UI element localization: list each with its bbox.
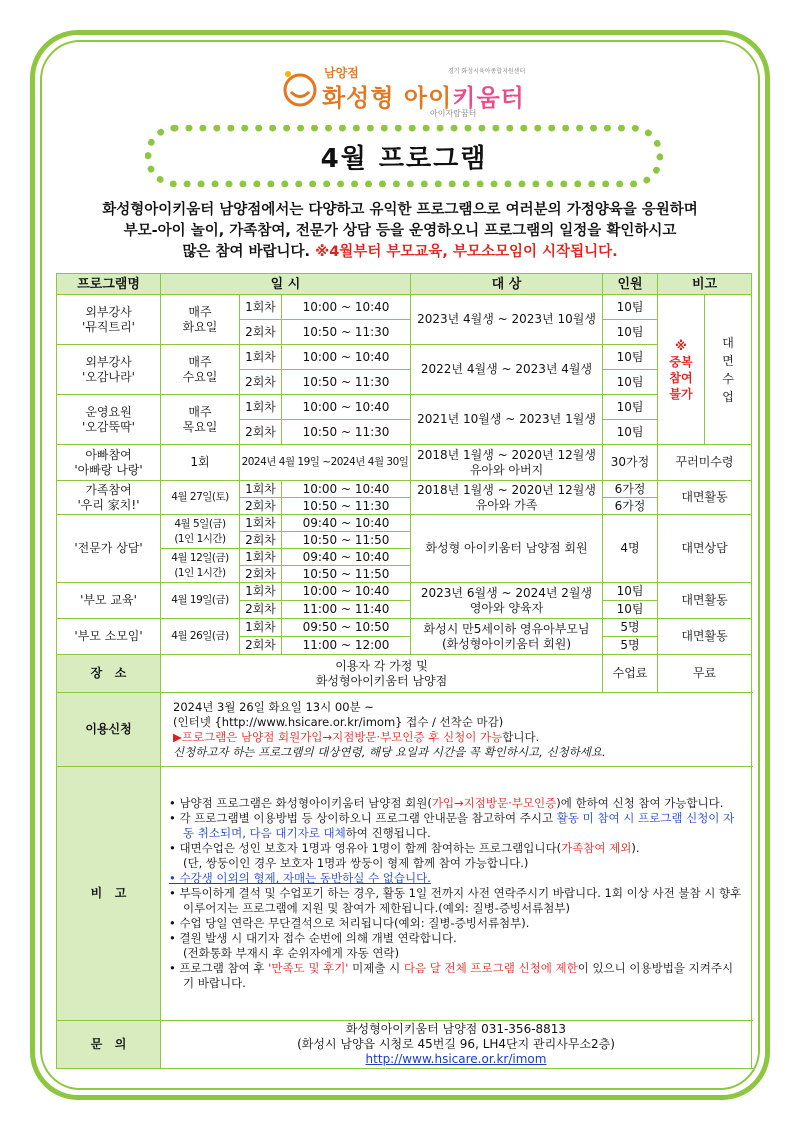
program-name-line: 아빠참여 [85,447,132,462]
program-day: 4월 19일(금) [161,583,240,619]
note-highlight: 가입→지점방문·부모인증 [431,796,557,810]
program-note: 꾸러미수령 [658,445,752,481]
program-name-line: '오감뚝딱' [82,419,135,434]
apply-method: (인터넷 {http://www.hsicare.or.kr/imom} 접수 / 선착순 마감) [173,714,504,729]
session-time: 10:50 ~ 11:30 [282,370,411,395]
apply-label: 이용신청 [57,693,161,767]
note-text: • 각 프로그램별 이용방법 등 상이하오니 프로그램 안내문을 참고하여 주시고 [169,811,557,825]
note-item [169,961,743,991]
note-item: • 수업 당일 연락은 무단결석으로 처리됩니다(예외: 질병-증빙서류첨부). [169,916,530,930]
note-item: • 결원 발생 시 대기자 접수 순번에 의해 개별 연락합니다. [169,931,457,945]
note-text: • 남양점 프로그램은 화성형아이키움터 남양점 회원( [169,796,432,810]
contact-row [57,1021,752,1069]
target-line: 유아와 아버지 [469,462,544,477]
program-note: 대면활동 [658,619,752,655]
table-row [57,345,752,370]
note-text: (전화통화 부재시 후 순위자에게 자동 연락) [183,946,400,960]
program-day-line: 4월 5일(금) [174,517,226,530]
notes-row [57,767,752,1021]
org-name: 경기 화성시육아종합지원센터 [448,68,526,75]
contact-address: (화성시 남양읍 시청로 45번길 96, LH4단지 관리사무소2층) [297,1037,615,1051]
program-day-line: 매주 [188,354,212,369]
session-time: 11:00 ~ 12:00 [282,637,411,655]
session-time: 10:00 ~ 10:40 [282,345,411,370]
session-time: 10:00 ~ 10:40 [282,395,411,420]
program-day-line: 수요일 [182,369,218,384]
session-label: 1회차 [240,583,282,601]
apply-reminder: 신청하고자 하는 프로그램의 대상연령, 해당 요일과 시간을 꼭 확인하시고, 신청하세요. [173,744,606,759]
program-name-line: 외부강사 [85,304,132,319]
program-count: 10팀 [603,583,658,601]
intro-highlight: ※4월부터 부모교육, 부모소모임이 시작됩니다. [315,244,618,260]
header-note: 비고 [658,274,752,295]
note-text: 미제출 시 [348,961,404,975]
header-target: 대 상 [411,274,603,295]
intro-text [56,200,744,263]
session-time: 10:50 ~ 11:50 [282,566,411,583]
program-target: 화성형 아이키움터 남양점 회원 [411,515,603,583]
program-count: 10팀 [603,395,658,420]
session-time: 10:00 ~ 10:40 [282,295,411,320]
note-highlight: 다음 달 전체 프로그램 신청에 제한 [403,961,578,975]
fee-value: 무료 [658,655,752,693]
program-name-line: 운영요원 [85,404,132,419]
logo-branch: 남양점 [324,66,359,80]
session-time: 10:50 ~ 11:30 [282,420,411,445]
note-item: • 부득이하게 결석 및 수업포기 하는 경우, 활동 1일 전까지 사전 연락주시기 바랍니다. 1회 이상 사전 불참 시 향후 이루어지는 프로그램에 지원 및 참여가 제한됩니다.(예외: 질병-증빙서류첨부) [169,886,742,915]
smiley-logo-icon [280,68,320,108]
in-person-notice [705,295,752,445]
place-value [161,655,603,693]
header-time: 일 시 [161,274,411,295]
program-name-line: '우리 家치!' [77,497,140,512]
logo-name [322,78,525,113]
note-text: )에 한하여 신청 참여 가능합니다. [556,796,724,810]
note-text: 이 있으니 이용방법을 지켜주시기 바랍니다. [183,961,734,990]
program-day [161,549,240,583]
program-count: 10팀 [603,601,658,619]
apply-condition-highlight: 남양점 회원가입→지점방문·부모인증 후 신청이 가능 [241,729,503,744]
session-time: 10:50 ~ 11:30 [282,498,411,515]
table-row [57,395,752,420]
session-label: 2회차 [240,498,282,515]
target-line: 화성시 만5세이하 영유아부모님 [423,621,590,636]
contact-content [161,1021,752,1069]
program-name-line: 가족참여 [85,482,132,497]
program-count: 5명 [603,637,658,655]
program-day-line: 목요일 [182,419,218,434]
session-label: 2회차 [240,532,282,549]
note-text: ). [631,841,640,855]
target-line: 영아와 양육자 [469,600,544,615]
program-day: 1회 [161,445,240,481]
logo [280,62,540,122]
session-time: 09:40 ~ 10:40 [282,515,411,532]
table-row [57,295,752,320]
place-line: 이용자 각 가정 및 [335,658,428,673]
session-time: 10:50 ~ 11:30 [282,320,411,345]
fee-label: 수업료 [603,655,658,693]
note-char: 중복 [669,354,693,369]
program-day-line: 4월 12일(금) [171,551,229,564]
program-day-line: (1인 1시간) [174,566,226,579]
program-note: 대면상담 [658,515,752,583]
program-day [161,395,240,445]
table-header-row [57,274,752,295]
program-day: 4월 26일(금) [161,619,240,655]
session-label: 2회차 [240,420,282,445]
program-count: 10팀 [603,420,658,445]
target-line: 2018년 1월생 ~ 2020년 12월생 [417,447,596,462]
target-line: 유아와 가족 [475,497,538,512]
session-time: 09:50 ~ 10:50 [282,619,411,637]
notes-label: 비 고 [57,767,161,1021]
program-day [161,295,240,345]
website-link[interactable]: http://www.hsicare.or.kr/imom [365,1052,547,1066]
contact-phone: 화성형아이키움터 남양점 031-356-8813 [345,1022,567,1036]
page-title: 4월 프로그램 [320,143,488,174]
title-box [145,125,663,187]
program-name: '부모 소모임' [57,619,161,655]
program-name-line: '뮤직트리' [82,319,135,334]
program-name [57,445,161,481]
note-char: 불가 [669,386,693,401]
session-time: 10:50 ~ 11:50 [282,532,411,549]
program-period: 2024년 4월 19일 ~2024년 4월 30일 [240,445,411,481]
note-char: 면 [722,353,734,368]
session-label: 2회차 [240,370,282,395]
program-day [161,345,240,395]
program-name: '부모 교육' [57,583,161,619]
session-label: 1회차 [240,345,282,370]
intro-line: 화성형아이키움터 남양점에서는 다양하고 유익한 프로그램으로 여러분의 가정양육을 응원하며 [102,202,698,218]
program-count: 6가정 [603,498,658,515]
program-note: 대면활동 [658,583,752,619]
apply-condition [173,730,739,745]
program-name: '전문가 상담' [57,515,161,583]
note-highlight: 가족참여 제외 [561,841,632,855]
program-day-line: 화요일 [182,319,218,334]
program-name [57,345,161,395]
place-label: 장 소 [57,655,161,693]
target-line: (화성형아이키움터 회원) [441,636,572,651]
session-label: 1회차 [240,481,282,498]
program-count: 30가정 [603,445,658,481]
session-label: 1회차 [240,295,282,320]
duplicate-notice [658,295,705,445]
program-day-line: 매주 [188,304,212,319]
contact-label: 문 의 [57,1021,161,1069]
session-label: 2회차 [240,637,282,655]
program-count: 6가정 [603,481,658,498]
apply-condition-suffix: 합니다. [502,729,540,744]
session-time: 09:40 ~ 10:40 [282,549,411,566]
note-item: • 수강생 이외의 형제, 자매는 동반하실 수 없습니다. [169,871,431,885]
note-char: 대 [722,335,734,350]
logo-name-accent: 키움터 [452,84,525,112]
program-count: 10팀 [603,295,658,320]
intro-line: 부모-아이 놀이, 가족참여, 전문가 상담 등을 운영하오니 프로그램의 일정을 확인하시고 [123,223,677,239]
program-name-line: 외부강사 [85,354,132,369]
logo-tagline: 아이자람꿈터 [430,109,477,118]
program-count: 10팀 [603,345,658,370]
program-name [57,395,161,445]
note-item [169,811,743,841]
intro-line [56,242,744,263]
session-label: 2회차 [240,320,282,345]
logo-name-main: 화성형 아이 [322,84,453,112]
program-day [161,515,240,549]
note-char: 수 [722,371,734,386]
table-row [57,515,752,532]
target-line: 2023년 6월생 ~ 2024년 2월생 [420,585,593,600]
program-day-line: (1인 1시간) [174,532,226,545]
table-row [57,583,752,601]
session-label: 1회차 [240,619,282,637]
session-label: 1회차 [240,395,282,420]
session-label: 2회차 [240,601,282,619]
table-row [57,481,752,498]
intro-line-text: 많은 참여 바랍니다. [182,244,311,260]
apply-condition-prefix: ▶프로그램은 [173,729,242,744]
note-item [169,841,743,856]
header-name: 프로그램명 [57,274,161,295]
table-row [57,619,752,637]
program-name [57,481,161,515]
program-name-line: '아빠랑 나랑' [74,462,143,477]
program-count: 4명 [603,515,658,583]
program-target: 2021년 10월생 ~ 2023년 1월생 [411,395,603,445]
apply-date: 2024년 3월 26일 화요일 13시 00분 ~ [173,699,374,714]
program-name-line: '오감나라' [82,369,135,384]
note-text: • 프로그램 참여 후 [169,961,269,975]
program-target [411,445,603,481]
session-time: 10:00 ~ 10:40 [282,481,411,498]
table-row [57,445,752,481]
session-time: 11:00 ~ 11:40 [282,601,411,619]
program-day-line: 매주 [188,404,212,419]
note-char: 참여 [669,370,693,385]
program-count: 5명 [603,619,658,637]
note-item [169,796,743,811]
note-text: • 대면수업은 성인 보호자 1명과 영유아 1명이 함께 참여하는 프로그램입니다( [169,841,562,855]
program-count: 10팀 [603,370,658,395]
header-count: 인원 [603,274,658,295]
program-target: 2022년 4월생 ~ 2023년 4월생 [411,345,603,395]
target-line: 2018년 1월생 ~ 2020년 12월생 [417,482,596,497]
note-highlight: 활동 미 참여 시 프로그램 신청이 자동 취소되며, 다음 대기자로 대체 [183,811,735,840]
place-row [57,655,752,693]
note-char: 업 [722,389,734,404]
session-time: 10:00 ~ 10:40 [282,583,411,601]
note-highlight: '만족도 및 후기' [268,961,349,975]
program-count: 10팀 [603,320,658,345]
program-name [57,295,161,345]
program-target [411,619,603,655]
program-target: 2023년 4월생 ~ 2023년 10월생 [411,295,603,345]
program-day: 4월 27일(토) [161,481,240,515]
session-label: 1회차 [240,515,282,532]
session-label: 2회차 [240,566,282,583]
program-target [411,583,603,619]
apply-row [57,693,752,767]
note-text: 하여 진행됩니다. [345,826,431,840]
note-char: ※ [675,338,687,353]
notes-content [161,767,752,1021]
program-note: 대면활동 [658,481,752,515]
program-table [56,273,752,1069]
session-label: 1회차 [240,549,282,566]
apply-content [161,693,752,767]
place-line: 화성형아이키움터 남양점 [315,673,448,688]
note-text: (단, 쌍둥이인 경우 보호자 1명과 쌍둥이 형제 함께 참여 가능합니다.) [183,856,529,870]
program-target [411,481,603,515]
